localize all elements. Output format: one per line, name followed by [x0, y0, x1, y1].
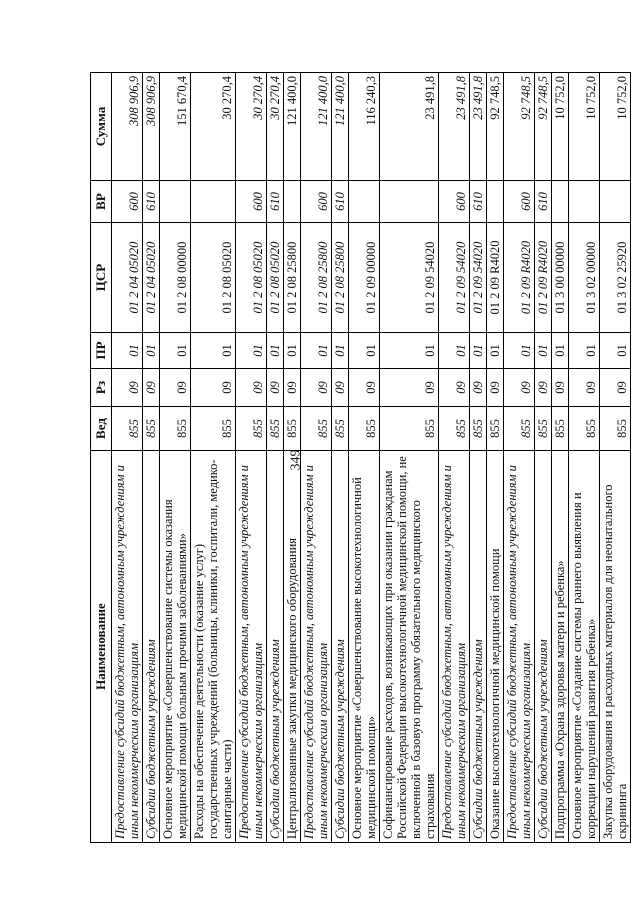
cell-ved: 855: [470, 407, 487, 451]
cell-rz: 09: [349, 369, 380, 407]
cell-ved: 855: [487, 407, 504, 451]
budget-table: [90, 72, 631, 843]
cell-ved: 855: [504, 407, 535, 451]
table-row: [349, 73, 380, 843]
cell-pr: 01: [569, 333, 600, 369]
cell-name: Софинансирование расходов, возникающих при оказании гражданам Российской Федерации высокотехнологичной медицинской помощи, не включенной в базовую программу обязательного медицинского страхования: [380, 451, 439, 843]
cell-csr: 01 2 09 R4020: [487, 223, 504, 333]
cell-sum: 23 491,8: [380, 73, 439, 181]
cell-csr: 01 3 02 00000: [569, 223, 600, 333]
cell-name: Расходы на обеспечение деятельности (оказание услуг) государственных учреждений (больницы, клиники, госпитали, медико-санитарные части): [191, 451, 236, 843]
table-row: [332, 73, 349, 843]
cell-vr: 610: [143, 181, 160, 223]
cell-csr: 01 2 04 05020: [143, 223, 160, 333]
cell-sum: 30 270,4: [191, 73, 236, 181]
cell-ved: 855: [284, 407, 301, 451]
cell-vr: 600: [504, 181, 535, 223]
cell-csr: 01 2 04 05020: [112, 223, 143, 333]
cell-rz: 09: [569, 369, 600, 407]
cell-csr: 01 2 09 54020: [470, 223, 487, 333]
cell-pr: 01: [600, 333, 631, 369]
cell-csr: 01 2 09 R4020: [535, 223, 552, 333]
cell-csr: 01 2 08 05020: [191, 223, 236, 333]
header-pr: ПР: [91, 333, 112, 369]
cell-csr: 01 2 09 00000: [349, 223, 380, 333]
cell-rz: 09: [143, 369, 160, 407]
cell-sum: 151 670,4: [160, 73, 191, 181]
table-row: [267, 73, 284, 843]
cell-pr: 01: [487, 333, 504, 369]
cell-vr: [569, 181, 600, 223]
cell-csr: 01 3 02 25920: [600, 223, 631, 333]
header-rz: Рз: [91, 369, 112, 407]
table-row: [569, 73, 600, 843]
cell-name: Предоставление субсидий бюджетным, автономным учреждениям и иным некоммерческим организациям: [504, 451, 535, 843]
cell-ved: 855: [552, 407, 569, 451]
cell-sum: 10 752,0: [569, 73, 600, 181]
header-csr: ЦСР: [91, 223, 112, 333]
table-row: [504, 73, 535, 843]
cell-ved: 855: [143, 407, 160, 451]
cell-csr: 01 2 08 05020: [236, 223, 267, 333]
cell-rz: 09: [439, 369, 470, 407]
cell-sum: 92 748,5: [487, 73, 504, 181]
cell-vr: 610: [267, 181, 284, 223]
cell-csr: 01 2 08 00000: [160, 223, 191, 333]
cell-csr: 01 2 09 54020: [380, 223, 439, 333]
cell-name: Оказание высокотехнологичной медицинской помощи: [487, 451, 504, 843]
cell-vr: [380, 181, 439, 223]
cell-name: Субсидии бюджетным учреждениям: [470, 451, 487, 843]
rotated-page-content: [90, 73, 629, 843]
table-row: [487, 73, 504, 843]
cell-name: Основное мероприятие «Создание системы раннего выявления и коррекции нарушений развития ребенка»: [569, 451, 600, 843]
table-row: [380, 73, 439, 843]
cell-pr: 01: [191, 333, 236, 369]
cell-vr: 600: [301, 181, 332, 223]
cell-name: Подпрограмма «Охрана здоровья матери и ребенка»: [552, 451, 569, 843]
cell-ved: 855: [191, 407, 236, 451]
cell-ved: 855: [600, 407, 631, 451]
cell-sum: 92 748,5: [504, 73, 535, 181]
cell-name: Предоставление субсидий бюджетным, автономным учреждениям и иным некоммерческим организациям: [301, 451, 332, 843]
cell-rz: 09: [552, 369, 569, 407]
cell-vr: 610: [470, 181, 487, 223]
header-sum: Сумма: [91, 73, 112, 181]
cell-pr: 01: [143, 333, 160, 369]
cell-sum: 92 748,5: [535, 73, 552, 181]
cell-sum: 10 752,0: [552, 73, 569, 181]
table-row: [552, 73, 569, 843]
cell-sum: 121 400,0: [284, 73, 301, 181]
cell-name: Субсидии бюджетным учреждениям: [332, 451, 349, 843]
cell-pr: 01: [552, 333, 569, 369]
cell-vr: [552, 181, 569, 223]
cell-pr: 01: [236, 333, 267, 369]
cell-sum: 23 491,8: [439, 73, 470, 181]
table-row: [439, 73, 470, 843]
cell-rz: 09: [332, 369, 349, 407]
cell-sum: 121 400,0: [301, 73, 332, 181]
cell-csr: 01 2 09 54020: [439, 223, 470, 333]
cell-ved: 855: [569, 407, 600, 451]
cell-pr: 01: [380, 333, 439, 369]
table-row: [191, 73, 236, 843]
cell-pr: 01: [301, 333, 332, 369]
table-row: [143, 73, 160, 843]
cell-name: Централизованные закупки медицинского оборудования: [284, 451, 301, 843]
header-vr: ВР: [91, 181, 112, 223]
cell-csr: 01 2 09 R4020: [504, 223, 535, 333]
cell-vr: 610: [535, 181, 552, 223]
cell-ved: 855: [160, 407, 191, 451]
cell-vr: 600: [439, 181, 470, 223]
cell-ved: 855: [301, 407, 332, 451]
cell-name: Субсидии бюджетным учреждениям: [535, 451, 552, 843]
cell-vr: [600, 181, 631, 223]
cell-sum: 30 270,4: [267, 73, 284, 181]
cell-csr: 01 3 00 00000: [552, 223, 569, 333]
cell-rz: 09: [487, 369, 504, 407]
cell-csr: 01 2 08 25800: [284, 223, 301, 333]
cell-ved: 855: [267, 407, 284, 451]
table-row: [470, 73, 487, 843]
header-ved: Вед: [91, 407, 112, 451]
cell-csr: 01 2 08 25800: [301, 223, 332, 333]
table-row: [301, 73, 332, 843]
cell-ved: 855: [349, 407, 380, 451]
cell-vr: [284, 181, 301, 223]
cell-rz: 09: [112, 369, 143, 407]
table-header-row: [91, 73, 112, 843]
cell-ved: 855: [380, 407, 439, 451]
cell-vr: [160, 181, 191, 223]
cell-name: Предоставление субсидий бюджетным, автономным учреждениям и иным некоммерческим организациям: [439, 451, 470, 843]
cell-rz: 09: [535, 369, 552, 407]
cell-ved: 855: [112, 407, 143, 451]
cell-name: Закупка оборудования и расходных материалов для неонатального скрининга: [600, 451, 631, 843]
table-row: [600, 73, 631, 843]
cell-sum: 30 270,4: [236, 73, 267, 181]
cell-rz: 09: [267, 369, 284, 407]
cell-pr: 01: [284, 333, 301, 369]
cell-vr: 610: [332, 181, 349, 223]
cell-name: Предоставление субсидий бюджетным, автономным учреждениям и иным некоммерческим организациям: [112, 451, 143, 843]
cell-name: Субсидии бюджетным учреждениям: [267, 451, 284, 843]
cell-rz: 09: [600, 369, 631, 407]
cell-vr: [487, 181, 504, 223]
table-row: [112, 73, 143, 843]
cell-ved: 855: [535, 407, 552, 451]
cell-pr: 01: [112, 333, 143, 369]
cell-rz: 09: [236, 369, 267, 407]
cell-name: Основное мероприятие «Совершенствование высокотехнологичной медицинской помощи»: [349, 451, 380, 843]
header-name: Наименование: [91, 451, 112, 843]
page-number: 349: [288, 449, 304, 471]
cell-vr: [349, 181, 380, 223]
cell-pr: 01: [349, 333, 380, 369]
cell-pr: 01: [504, 333, 535, 369]
cell-rz: 09: [191, 369, 236, 407]
cell-sum: 23 491,8: [470, 73, 487, 181]
cell-rz: 09: [160, 369, 191, 407]
cell-name: Предоставление субсидий бюджетным, автономным учреждениям и иным некоммерческим организациям: [236, 451, 267, 843]
cell-name: Субсидии бюджетным учреждениям: [143, 451, 160, 843]
cell-csr: 01 2 08 25800: [332, 223, 349, 333]
cell-ved: 855: [332, 407, 349, 451]
cell-sum: 116 240,3: [349, 73, 380, 181]
cell-rz: 09: [284, 369, 301, 407]
cell-vr: 600: [236, 181, 267, 223]
cell-pr: 01: [439, 333, 470, 369]
cell-vr: 600: [112, 181, 143, 223]
cell-sum: 10 752,0: [600, 73, 631, 181]
cell-rz: 09: [470, 369, 487, 407]
table-row: [160, 73, 191, 843]
cell-rz: 09: [301, 369, 332, 407]
cell-name: Основное мероприятие «Совершенствование системы оказания медицинской помощи больным прочими заболеваниями»: [160, 451, 191, 843]
cell-sum: 308 906,9: [112, 73, 143, 181]
cell-rz: 09: [380, 369, 439, 407]
cell-csr: 01 2 08 05020: [267, 223, 284, 333]
cell-pr: 01: [267, 333, 284, 369]
cell-sum: 121 400,0: [332, 73, 349, 181]
table-row: [535, 73, 552, 843]
table-row: [236, 73, 267, 843]
cell-sum: 308 906,9: [143, 73, 160, 181]
cell-vr: [191, 181, 236, 223]
cell-rz: 09: [504, 369, 535, 407]
cell-pr: 01: [470, 333, 487, 369]
cell-pr: 01: [332, 333, 349, 369]
cell-ved: 855: [439, 407, 470, 451]
table-row: [284, 73, 301, 843]
cell-ved: 855: [236, 407, 267, 451]
cell-pr: 01: [535, 333, 552, 369]
cell-pr: 01: [160, 333, 191, 369]
